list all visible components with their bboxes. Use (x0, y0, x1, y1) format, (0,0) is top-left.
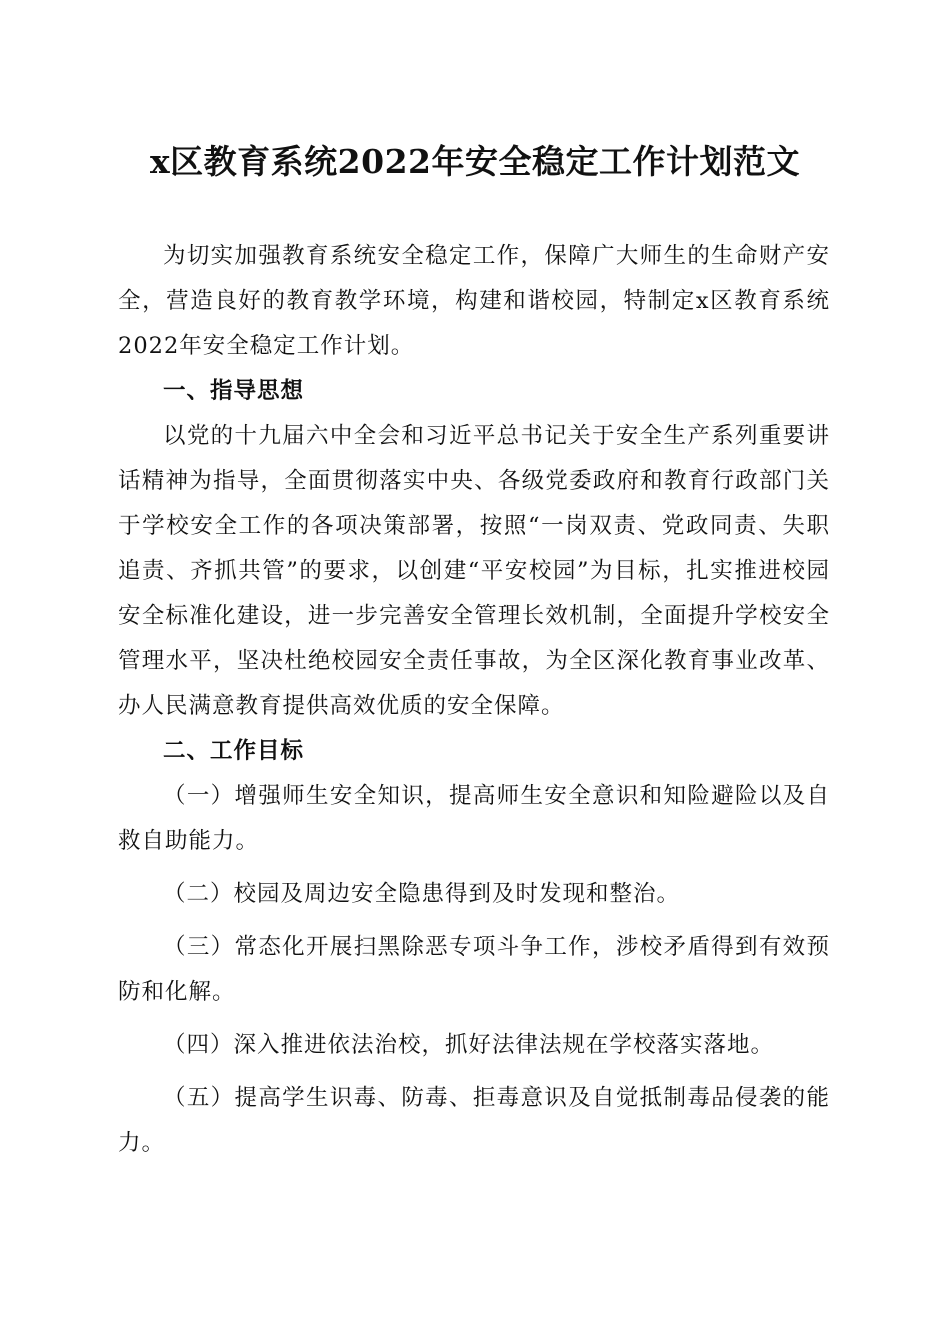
section-heading: 一、指导思想 (163, 378, 305, 404)
goal-item-5: （五）提高学生识毒、防毒、拒毒意识及自觉抵制毒品侵袭的能力。 (118, 1085, 830, 1156)
intro-paragraph: 为切实加强教育系统安全稳定工作，保障广大师生的生命财产安全，营造良好的教育教学环境，构建和谐校园，特制定x区教育系统2022年安全稳定工作计划。 (118, 243, 830, 359)
goal-item-1: （一）增强师生安全知识，提高师生安全意识和知险避险以及自救自助能力。 (118, 783, 830, 854)
document-body (118, 234, 830, 1174)
section-paragraph: 以党的十九届六中全会和习近平总书记关于安全生产系列重要讲话精神为指导，全面贯彻落实中央、各级党委政府和教育行政部门关于学校安全工作的各项决策部署，按照“一岗双责、党政同责、失职追责、齐抓共管”的要求，以创建“平安校园”为目标，扎实推进校园安全标准化建设，进一步完善安全管理长效机制，全面提升学校安全管理水平，坚决杜绝校园安全责任事故，为全区深化教育事业改革、办人民满意教育提供高效优质的安全保障。 (118, 423, 830, 719)
section-guiding-ideology (118, 369, 830, 729)
goal-item-2: （二）校园及周边安全隐患得到及时发现和整治。 (163, 881, 681, 907)
section-heading: 二、工作目标 (163, 738, 305, 764)
goal-item-4: （四）深入推进依法治校，抓好法律法规在学校落实落地。 (163, 1032, 775, 1058)
goal-item-3: （三）常态化开展扫黑除恶专项斗争工作，涉校矛盾得到有效预防和化解。 (118, 934, 830, 1005)
section-work-goals (118, 729, 830, 1166)
document-title: x区教育系统2022年安全稳定工作计划范文 (149, 142, 801, 181)
